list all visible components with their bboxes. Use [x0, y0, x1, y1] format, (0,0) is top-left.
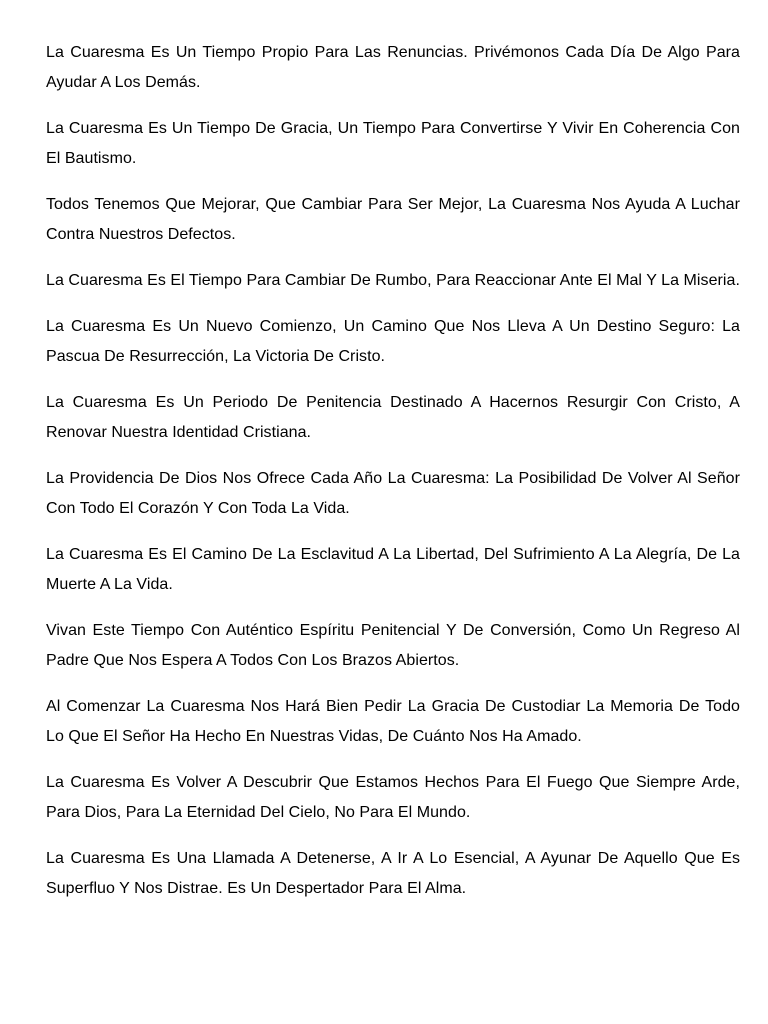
paragraph: La Providencia De Dios Nos Ofrece Cada Año La Cuaresma: La Posibilidad De Volver Al Señor Con Todo El Corazón Y Con Toda La Vida.	[46, 470, 740, 517]
paragraph: La Cuaresma Es El Tiempo Para Cambiar De Rumbo, Para Reaccionar Ante El Mal Y La Miseria.	[46, 272, 740, 289]
document-page	[46, 38, 740, 920]
paragraph: La Cuaresma Es Un Tiempo Propio Para Las Renuncias. Privémonos Cada Día De Algo Para Ayudar A Los Demás.	[46, 44, 740, 91]
paragraph: La Cuaresma Es Un Nuevo Comienzo, Un Camino Que Nos Lleva A Un Destino Seguro: La Pascua De Resurrección, La Victoria De Cristo.	[46, 318, 740, 365]
paragraph: La Cuaresma Es Un Periodo De Penitencia Destinado A Hacernos Resurgir Con Cristo, A Renovar Nuestra Identidad Cristiana.	[46, 394, 740, 441]
paragraph: Todos Tenemos Que Mejorar, Que Cambiar Para Ser Mejor, La Cuaresma Nos Ayuda A Luchar Contra Nuestros Defectos.	[46, 196, 740, 243]
paragraph: La Cuaresma Es Volver A Descubrir Que Estamos Hechos Para El Fuego Que Siempre Arde, Para Dios, Para La Eternidad Del Cielo, No Para El Mundo.	[46, 774, 740, 821]
paragraph: La Cuaresma Es Un Tiempo De Gracia, Un Tiempo Para Convertirse Y Vivir En Coherencia Con El Bautismo.	[46, 120, 740, 167]
paragraph: Vivan Este Tiempo Con Auténtico Espíritu Penitencial Y De Conversión, Como Un Regreso Al Padre Que Nos Espera A Todos Con Los Brazos Abiertos.	[46, 622, 740, 669]
paragraph: Al Comenzar La Cuaresma Nos Hará Bien Pedir La Gracia De Custodiar La Memoria De Todo Lo Que El Señor Ha Hecho En Nuestras Vidas, De Cuánto Nos Ha Amado.	[46, 698, 740, 745]
paragraph: La Cuaresma Es Una Llamada A Detenerse, A Ir A Lo Esencial, A Ayunar De Aquello Que Es Superfluo Y Nos Distrae. Es Un Despertador Para El Alma.	[46, 850, 740, 897]
paragraph: La Cuaresma Es El Camino De La Esclavitud A La Libertad, Del Sufrimiento A La Alegría, De La Muerte A La Vida.	[46, 546, 740, 593]
